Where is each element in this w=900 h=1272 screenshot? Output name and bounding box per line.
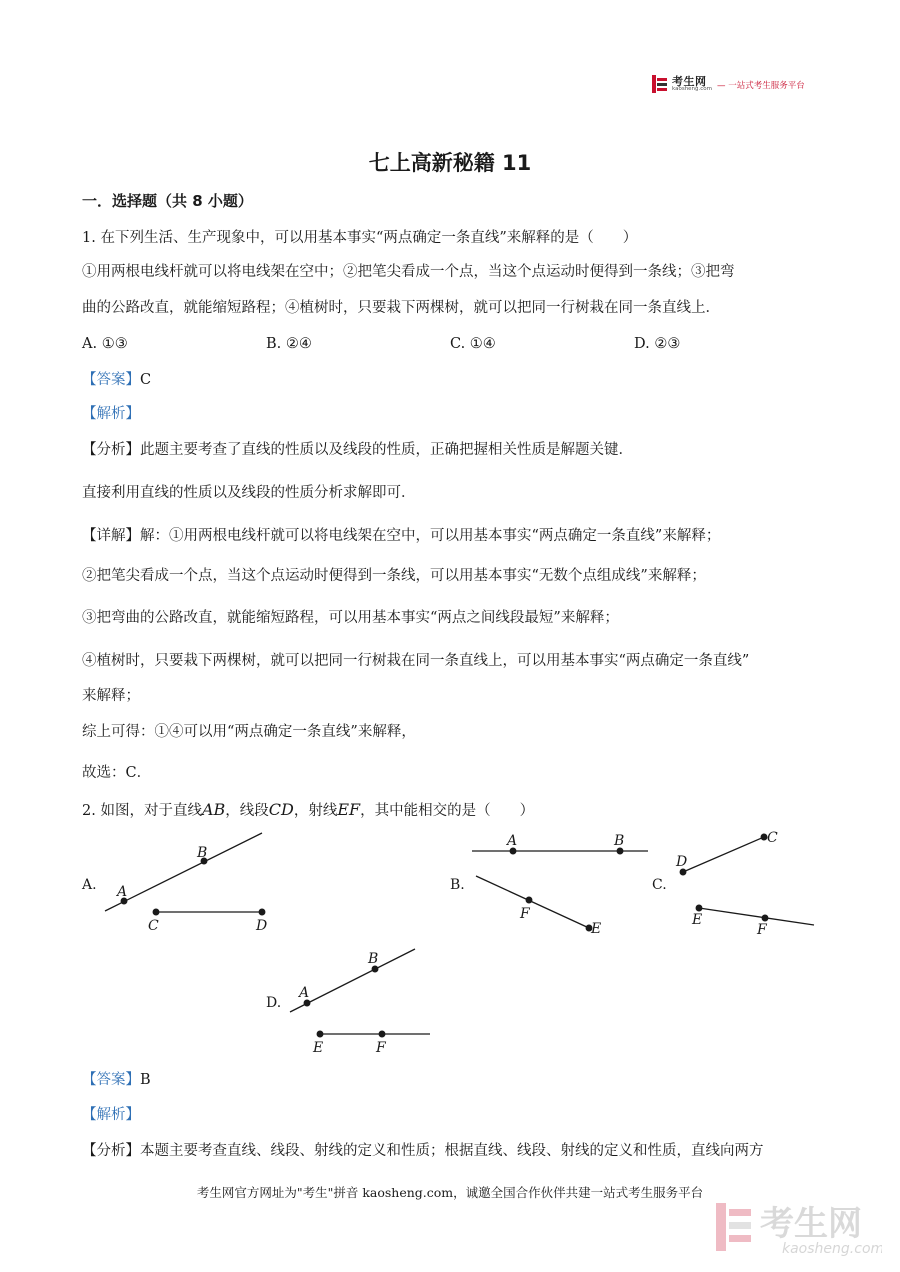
fig-b-point-a	[510, 848, 516, 854]
q2-line-ab: AB	[201, 800, 226, 819]
q2-figure-a	[105, 833, 265, 915]
q1-xiangjie-4b: 来解释；	[82, 688, 140, 704]
fig-c-option: C.	[652, 877, 667, 893]
q1-option-c: C. ①④	[450, 336, 496, 352]
watermark-domain: kaosheng.com	[782, 1241, 882, 1257]
watermark-logo	[712, 1199, 882, 1259]
q1-desc-line1: ①用两根电线杆就可以将电线架在空中；②把笔尖看成一个点，当这个点运动时便得到一条线；③把弯	[82, 264, 735, 280]
page-footer: 考生网官方网址为"考生"拼音 kaosheng.com，诚邀全国合作伙伴共建一站式考生服务平台	[196, 1185, 704, 1200]
q1-fenxi2: 直接利用直线的性质以及线段的性质分析求解即可．	[82, 485, 416, 501]
q1-option-d: D. ②③	[634, 336, 681, 352]
fig-b-ray-ef	[476, 876, 589, 928]
q2-fenxi	[82, 1141, 764, 1161]
fig-b-label-f: F	[520, 906, 530, 922]
q2-figure-d	[290, 949, 430, 1037]
fig-b-option: B.	[450, 877, 465, 893]
fig-b-label-b: B	[614, 833, 625, 849]
fig-d-label-e: E	[313, 1040, 324, 1056]
q1-option-b: B. ②④	[266, 336, 312, 352]
fig-a-option: A.	[82, 877, 97, 893]
fig-b-label-e: E	[591, 921, 602, 937]
logo-slogan: — 一站式考生服务平台	[717, 81, 805, 91]
fig-c-point-e	[696, 905, 702, 911]
fig-c-point-c	[761, 834, 767, 840]
fig-d-point-b	[372, 966, 378, 972]
fig-b-point-f	[526, 897, 532, 903]
fig-c-segment-cd	[683, 837, 764, 872]
q1-xiangjie-tag: 【详解】	[82, 528, 140, 544]
fig-a-point-c	[153, 909, 159, 915]
fig-c-point-d	[680, 869, 686, 875]
fig-c-label-f: F	[757, 922, 767, 938]
fig-d-point-a	[304, 1000, 310, 1006]
section-heading: 一．选择题（共 8 小题）	[82, 192, 253, 210]
q1-option-a: A. ①③	[82, 336, 128, 352]
q2-fenxi-text: 本题主要考查直线、线段、射线的定义和性质；根据直线、线段、射线的定义和性质，直线向两方	[140, 1143, 764, 1159]
q1-desc-line2: 曲的公路改直，就能缩短路程；④植树时，只要栽下两棵树，就可以把同一行树栽在同一条直线上．	[82, 300, 720, 316]
q1-summary: 综上可得：①④可以用“两点确定一条直线”来解释，	[82, 724, 416, 740]
q1-fenxi-tag: 【分析】	[82, 442, 140, 458]
fig-d-label-b: B	[368, 951, 379, 967]
fig-a-label-a: A	[117, 884, 128, 900]
q1-choose: 故选：C．	[82, 765, 152, 781]
fig-a-label-c: C	[148, 918, 159, 934]
logo-domain: kaosheng.com	[672, 86, 713, 92]
q2-answer-value: B	[140, 1072, 151, 1088]
fig-b-point-b	[617, 848, 623, 854]
fig-a-point-d	[259, 909, 265, 915]
q2-answer-tag: 【答案】	[82, 1072, 140, 1088]
watermark-name: 考生网	[760, 1204, 862, 1244]
fig-b-label-a: A	[507, 833, 518, 849]
fig-d-point-e	[317, 1031, 323, 1037]
watermark-mark-icon	[712, 1199, 882, 1259]
q1-xiangjie-4a: ④植树时，只要栽下两棵树，就可以把同一行树栽在同一条直线上，可以用基本事实“两点确定一条直线”	[82, 653, 750, 669]
fig-c-label-c: C	[767, 830, 778, 846]
fig-d-label-a: A	[299, 985, 310, 1001]
q1-xiangjie-2: ②把笔尖看成一个点，当这个点运动时便得到一条线，可以用基本事实“无数个点组成线”来解释；	[82, 568, 706, 584]
page-title: 七上高新秘籍 11	[368, 151, 532, 175]
q2-figure-b	[472, 848, 648, 931]
fig-c-label-e: E	[692, 912, 703, 928]
q1-fenxi-text: 此题主要考查了直线的性质以及线段的性质，正确把握相关性质是解题关键．	[140, 442, 633, 458]
q1-xiangjie-1-text: 解：①用两根电线杆就可以将电线架在空中，可以用基本事实“两点确定一条直线”来解释；	[140, 528, 721, 544]
logo-name: 考生网	[672, 75, 707, 88]
fig-d-label-f: F	[376, 1040, 386, 1056]
q1-answer-tag: 【答案】	[82, 372, 140, 388]
q2-analysis-tag: 【解析】	[82, 1107, 140, 1123]
fig-d-option: D.	[266, 995, 282, 1011]
q1-answer-value: C	[140, 372, 152, 388]
fig-a-line-ab	[105, 833, 262, 911]
q2-stem: 2. 如图，对于直线AB，线段CD，射线EF，其中能相交的是（ ）	[82, 800, 535, 819]
q2-answer	[82, 1070, 151, 1090]
q1-analysis-tag: 【解析】	[82, 406, 140, 422]
q1-stem: 1. 在下列生活、生产现象中，可以用基本事实“两点确定一条直线”来解释的是（ ）	[82, 230, 638, 246]
fig-a-label-d: D	[256, 918, 268, 934]
q2-ray-ef: EF	[337, 800, 361, 819]
fig-d-point-f	[379, 1031, 385, 1037]
fig-c-point-f	[762, 915, 768, 921]
fig-a-label-b: B	[197, 845, 208, 861]
q2-fenxi-tag: 【分析】	[82, 1143, 140, 1159]
q1-xiangjie-3: ③把弯曲的公路改直，就能缩短路程，可以用基本事实“两点之间线段最短”来解释；	[82, 610, 619, 626]
fig-c-label-d: D	[676, 854, 688, 870]
q2-seg-cd: CD	[268, 800, 294, 819]
